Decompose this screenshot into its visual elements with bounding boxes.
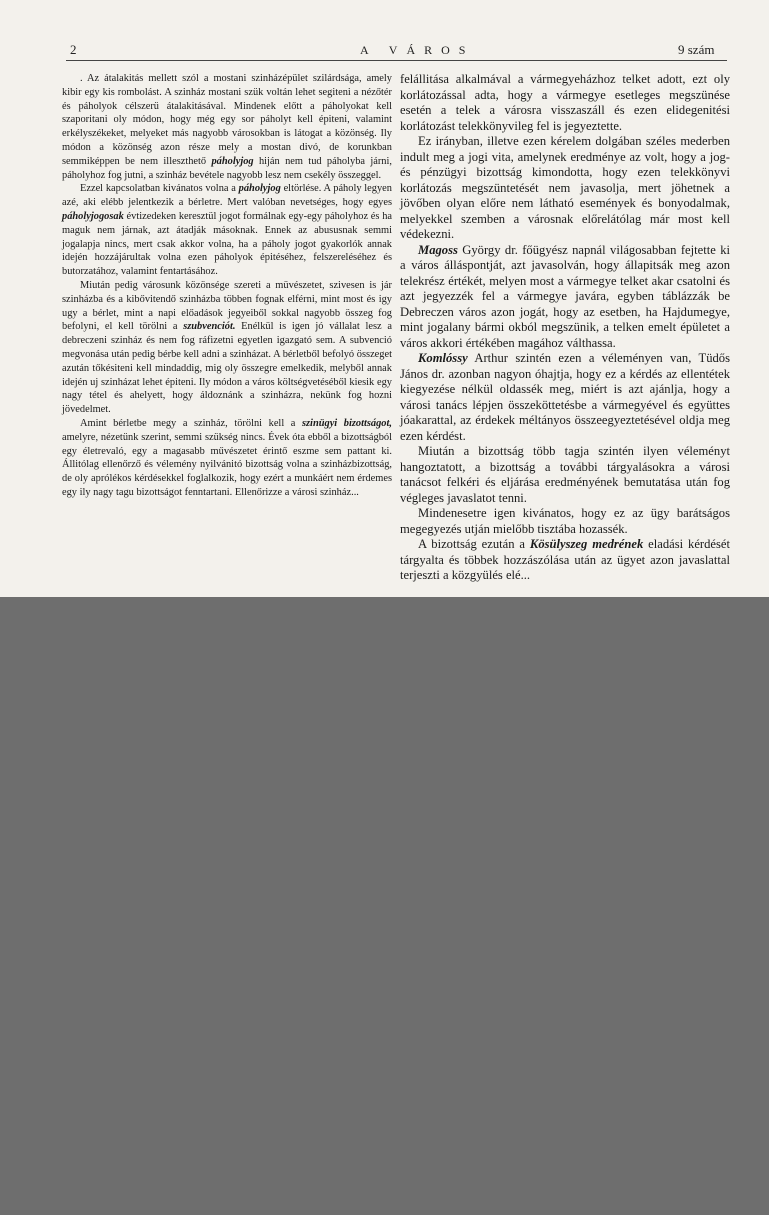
text-run: Arthur szintén ezen a véleményen van, Tüdős János dr. azonban nagyon óhajtja, hogy ez a kérdés az ellentétek kiegyezése nélkül oldassék meg, miért is azt ajánlja, hogy a városi tanács lépjen összeköttetésbe a vármegyével és együttes jóakarattal, az érdekek méltányos összeegyeztetésével oldja meg ezen kérdést. [400,351,730,443]
text-run: eltörlése. A páholy legyen azé, aki elébb jelentkezik a bérletre. Mert valóban nevetséges, hogy egyes [62,183,392,209]
text-run: Amint bérletbe megy a szinház, törölni kell a [80,417,302,429]
blank-scan-area [0,597,769,1215]
text-run: Miután pedig városunk közönsége szereti a müvészetet, szivesen is jár szinházba és a kibővitendő szinházba többen fognak elférni, mint most és igy ugy a bérlet, mint a napi előadások jegyeiből sokkal nagyobb összeg fog befolyni, el kell törölni a [62,279,392,333]
paragraph [400,243,730,352]
newspaper-page [0,0,769,597]
text-run: Ez irányban, illetve ezen kérelem dolgában széles mederben indult meg a jogi vita, amelynek eredménye az volt, hogy a jog- és pénzügyi bizottság kimondotta, hogy ezen telekkönyvi korlátozás megszüntetését nem javasolja, mert jöhetnek a jövőben olyan előre nem látható események és bonyodalmak, melyekkel szemben a városnak előrelátólag már most kell védekezni. [400,134,730,241]
text-run: Ezzel kapcsolatban kivánatos volna a [80,183,239,195]
emphasized-term: Kösülyszeg medrének [529,537,644,551]
paragraph [62,72,392,182]
text-run: György dr. főügyész napnál világosabban fejtette ki a város álláspontját, azt javasolván, hogy állapitsák meg azon telekrész értékét, melyen most a vármegye telket akar csatolni és azt jegyezzék fel a vármegye javára, egyben táblázzák be Debreczen város azon jogát, hogy az esetben, ha Hajdumegye, mint jogalany bármi okból megszünik, a telken emelt épületet a város akkori értékében magához válthassa. [400,242,730,350]
emphasized-term: szubvenciót. [183,321,236,333]
left-column [62,72,392,500]
emphasized-term: Magoss [418,242,458,257]
paragraph [62,417,392,500]
right-column [400,72,730,584]
text-run: Miután a bizottság több tagja szintén ilyen véleményt hangoztatott, a bizottság a további tárgyalásokra a városi tanácsot felkéri és eljárása eredményének bemutatása után fog végleges javaslatot tenni. [400,444,730,505]
running-title: A VÁROS [360,43,475,57]
text-run: . Az átalakitás mellett szól a mostani szinházépület szilárdsága, amely kibir egy kis rombolást. A szinház mostani szük voltán lehet segiteni a nézőtér és páholyok célszerü átalakitásával. Mindenek előtt a páholyokat kell szaporitani oly módon, hogy még egy sor páholyt kell épiteni, valamint erkélyszékeket, melyeket más nagyobb városokban is látogat a közönség. Ily módon a közönség azon része mely a mostan divó, de korunkban semmiképpen be nem illeszthető [62,73,392,167]
text-run: felállitása alkalmával a vármegyeházhoz telket adott, ezt oly korlátozással adta, hogy a vármegye esetleges megszünése esetén a telek a városra visszaszáll és ezen elidegenitési korlátozást telekkönyvileg fel is jegyeztette. [400,72,730,133]
emphasized-term: páholyjog [238,183,281,195]
emphasized-term: Komlóssy [418,351,468,365]
paragraph [400,134,730,243]
paragraph [400,351,730,444]
page-header [0,38,769,60]
header-rule [66,60,727,61]
text-run: Mindenesetre igen kivánatos, hogy ez az ügy barátságos megegyezés utján mielőbb tisztába hozassék. [400,506,730,536]
paragraph [400,537,730,584]
text-run: évtizedeken keresztül jogot formálnak egy-egy páholyhoz és ha maguk nem járnak, azt átadják másoknak. Ennek az abususnak semmi jogalapja nincs, mert csak akkor volna, ha a páholy jogot gyakorlók annak idején hozzájárultak volna ezen páholyok épitéséhez, felszereléséhez és butorzatához, valamint fentartásához. [62,210,392,278]
text-run: amelyre, nézetünk szerint, semmi szükség nincs. Évek óta ebből a bizottságból egy életrevaló, egy a magasabb művészetet érintő eszme sem pattant ki. Állitólag ellenőrző és vélemény nyilvánitó bizottság volna a szinházbizottság, de oly aprólékos kérdésekkel foglalkozik, hogy ezért a munkáért nem érdemes egy ily nagy tagu bizottságot fenntartani. Ellenőrizze a városi szinház... [62,431,392,498]
paragraph [400,72,730,134]
page-number: 2 [70,42,77,57]
emphasized-term: páholyjogosak [62,210,124,222]
issue-number: 9 szám [678,42,715,57]
paragraph [62,182,392,279]
text-run: eladási kérdését tárgyalta és többek hozzászólása után az ügyet azon javaslattal terjeszti a közgyülés elé... [400,537,730,582]
emphasized-term: szinügyi bizottságot, [301,417,392,429]
paragraph [400,444,730,506]
text-run: Enélkül is igen jó vállalat lesz a debreczeni szinház és nem fog ráfizetni egyetlen igazgató sem. A subvenció megvonása után pedig bérbe kell adni a szinházat. A bérletből befolyó összeget azután tőkésiteni kell mindaddig, mig oly összegre emelkedik, melyből annak idején uj szinházat lehet épiteni. Ily módon a város költségvetéséből kiesik egy nagy tétel és ahelyett, hogy áldoznánk a szinházra, nekünk fog hozni jövedelmet. [62,321,392,416]
emphasized-term: páholyjog [211,155,254,167]
paragraph [400,506,730,537]
paragraph [62,279,392,417]
text-run: A bizottság ezután a [418,537,530,551]
text-run: hiján nem tud páholyba járni, páholyhoz fog jutni, a szinház bevétele nagyobb lesz nem csekély összeggel. [62,155,392,181]
